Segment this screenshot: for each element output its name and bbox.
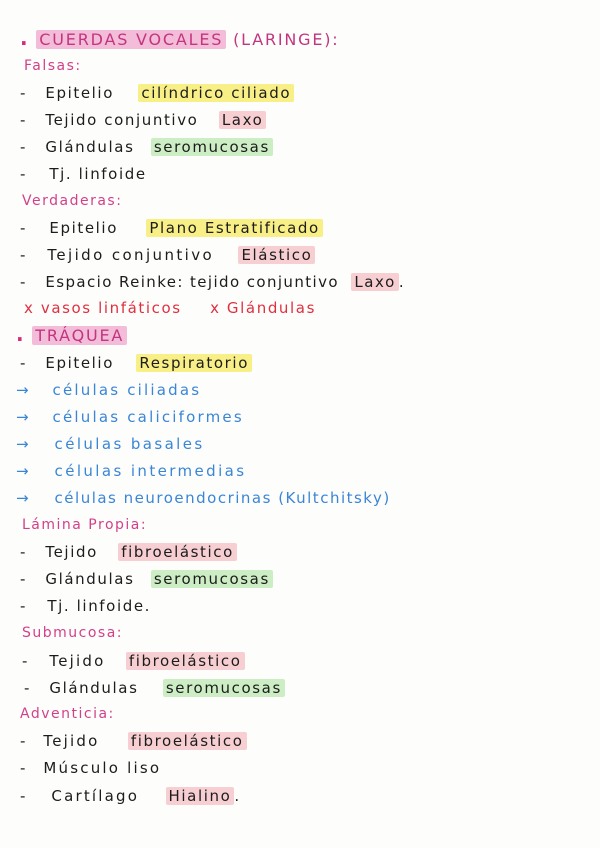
item-name: Cartílago bbox=[51, 787, 140, 805]
dash: - bbox=[24, 679, 32, 697]
list-item bbox=[16, 407, 600, 427]
subheading-submucosa: Submucosa: bbox=[22, 625, 124, 641]
list-item bbox=[20, 83, 600, 103]
absent-structures bbox=[24, 298, 600, 318]
subheading-lamina-propia: Lámina Propia: bbox=[22, 517, 148, 533]
cell-type: células ciliadas bbox=[52, 381, 202, 399]
item-name: Tejido conjuntivo bbox=[45, 111, 199, 129]
cell-type: células basales bbox=[54, 435, 205, 453]
list-item bbox=[20, 569, 600, 589]
item-name: Tejido bbox=[45, 543, 98, 561]
dash: - bbox=[20, 273, 28, 291]
list-item bbox=[20, 353, 600, 373]
cell-type: células caliciformes bbox=[52, 408, 244, 426]
heading-traquea bbox=[16, 324, 600, 346]
item-name: Glándulas bbox=[45, 138, 135, 156]
dash: - bbox=[20, 543, 28, 561]
item-name: Tejido conjuntivo bbox=[47, 246, 215, 264]
dash: - bbox=[20, 354, 28, 372]
arrow-icon: → bbox=[16, 462, 31, 480]
item-name: Tejido bbox=[49, 652, 106, 670]
heading-cuerdas-vocales bbox=[20, 28, 600, 50]
list-item bbox=[20, 758, 600, 778]
dash: - bbox=[20, 165, 28, 183]
heading-title: CUERDAS VOCALES bbox=[36, 30, 226, 49]
list-item bbox=[22, 651, 600, 671]
list-item bbox=[16, 434, 600, 454]
dash: - bbox=[20, 219, 28, 237]
dash: - bbox=[20, 138, 28, 156]
list-item bbox=[16, 380, 600, 400]
item-value: fibroelástico bbox=[118, 543, 237, 561]
dash: - bbox=[20, 84, 28, 102]
dash: - bbox=[20, 787, 28, 805]
list-item bbox=[20, 110, 600, 130]
dash: - bbox=[20, 111, 28, 129]
item-value: Hialino bbox=[166, 787, 235, 805]
item-value: cilíndrico ciliado bbox=[138, 84, 294, 102]
item-value: fibroelástico bbox=[126, 652, 245, 670]
list-item bbox=[20, 731, 600, 751]
subheading-falsas: Falsas: bbox=[24, 58, 82, 74]
list-item bbox=[16, 461, 600, 481]
dash: - bbox=[20, 597, 28, 615]
item-name: Glándulas bbox=[49, 679, 139, 697]
item-name: Tj. linfoide. bbox=[47, 597, 152, 615]
item-name: Espacio Reinke: tejido conjuntivo bbox=[45, 273, 339, 291]
list-item bbox=[20, 596, 600, 616]
item-value: Respiratorio bbox=[136, 354, 252, 372]
item-name: Glándulas bbox=[45, 570, 135, 588]
list-item bbox=[20, 164, 600, 184]
item-value: Elástico bbox=[238, 246, 315, 264]
item-value: Plano Estratificado bbox=[146, 219, 322, 237]
list-item bbox=[20, 245, 600, 265]
item-name: Epitelio bbox=[45, 354, 114, 372]
item-name: Tejido bbox=[43, 732, 100, 750]
dash: - bbox=[20, 246, 28, 264]
list-item bbox=[20, 272, 600, 292]
item-value: seromucosas bbox=[151, 138, 273, 156]
absent-lymph-vessels: x vasos linfáticos bbox=[24, 299, 182, 317]
arrow-icon: → bbox=[16, 489, 31, 507]
item-name: Músculo liso bbox=[43, 759, 162, 777]
item-tail: . bbox=[398, 273, 406, 291]
arrow-icon: → bbox=[16, 435, 31, 453]
bullet: . bbox=[16, 322, 26, 346]
subheading-adventicia: Adventicia: bbox=[20, 706, 115, 722]
item-value: seromucosas bbox=[163, 679, 285, 697]
list-item bbox=[16, 488, 600, 508]
list-item bbox=[20, 137, 600, 157]
absent-glands: x Glándulas bbox=[210, 299, 317, 317]
arrow-icon: → bbox=[16, 408, 31, 426]
list-item bbox=[20, 786, 600, 806]
list-item bbox=[20, 218, 600, 238]
arrow-icon: → bbox=[16, 381, 31, 399]
cell-type: células intermedias bbox=[54, 462, 247, 480]
heading-title: TRÁQUEA bbox=[32, 326, 127, 345]
item-name: Epitelio bbox=[49, 219, 118, 237]
cell-type: células neuroendocrinas (Kultchitsky) bbox=[54, 489, 391, 507]
list-item bbox=[24, 678, 600, 698]
subheading-verdaderas: Verdaderas: bbox=[22, 193, 123, 209]
item-value: Laxo bbox=[219, 111, 267, 129]
item-value: Laxo bbox=[351, 273, 399, 291]
dash: - bbox=[20, 570, 28, 588]
item-value: seromucosas bbox=[151, 570, 273, 588]
bullet: . bbox=[20, 26, 30, 50]
dash: - bbox=[20, 759, 28, 777]
dash: - bbox=[22, 652, 30, 670]
item-tail: . bbox=[234, 787, 241, 805]
item-value: fibroelástico bbox=[128, 732, 247, 750]
item-name: Tj. linfoide bbox=[49, 165, 147, 183]
list-item bbox=[20, 542, 600, 562]
dash: - bbox=[20, 732, 28, 750]
heading-suffix: (LARINGE): bbox=[233, 30, 340, 49]
item-name: Epitelio bbox=[45, 84, 114, 102]
